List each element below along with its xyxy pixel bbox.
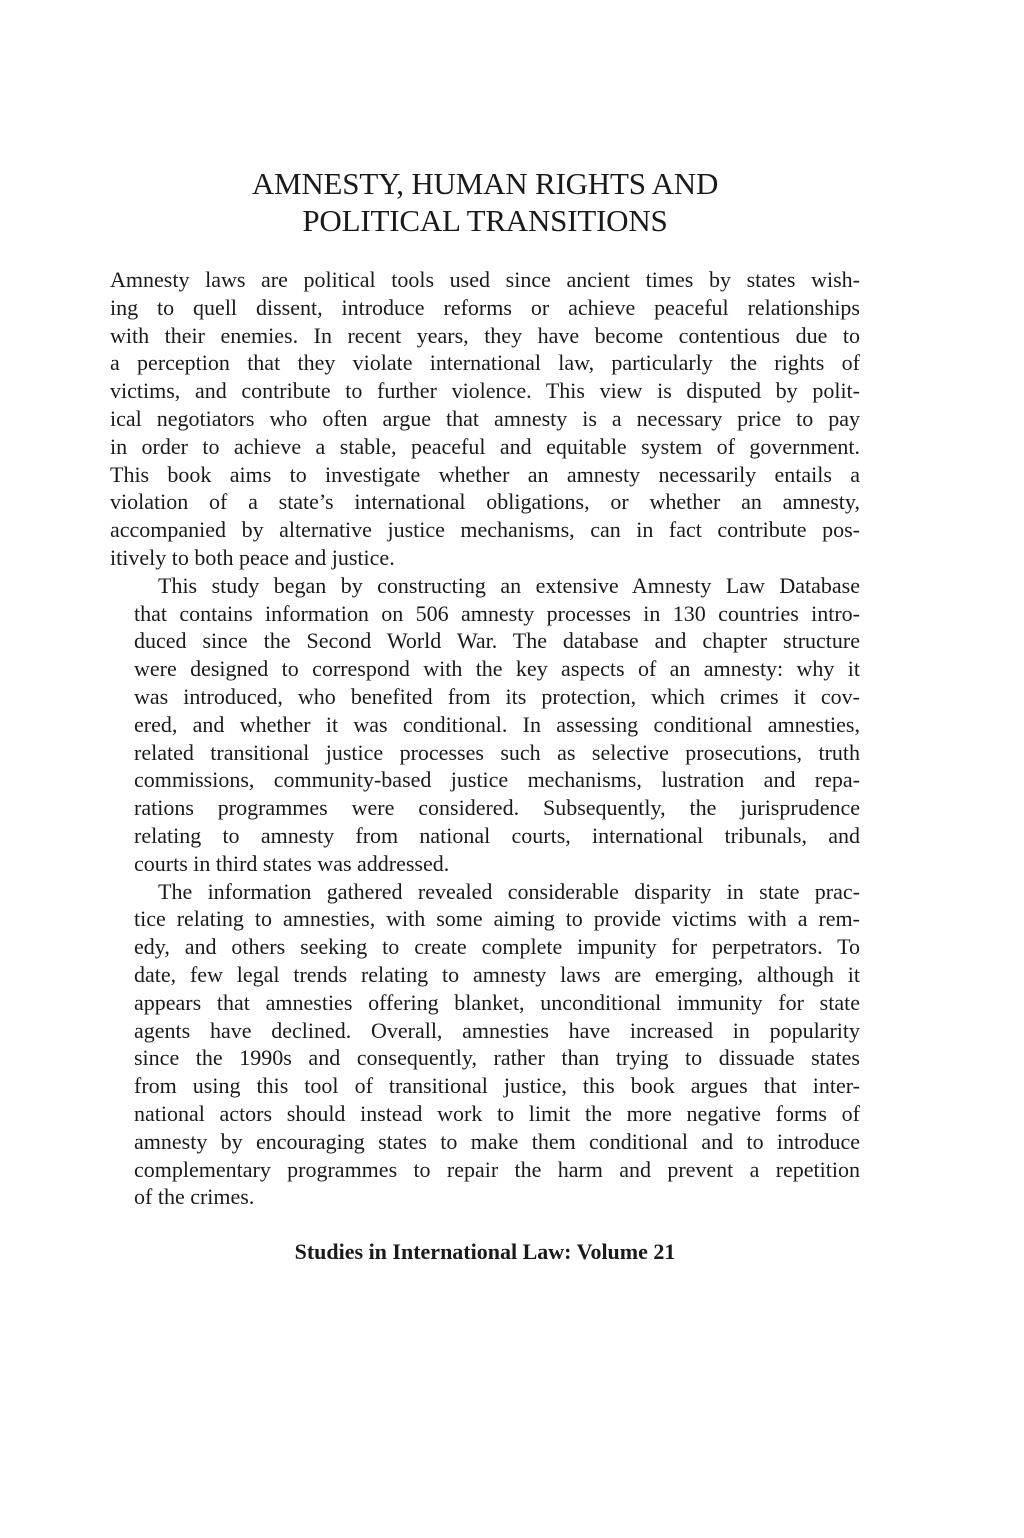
text-line: with their enemies. In recent years, they have become contentious due to <box>110 322 860 348</box>
blurb-body <box>110 266 860 1211</box>
text-line: relating to amnesty from national courts, international tribunals, and <box>134 822 860 848</box>
text-line: of the crimes. <box>134 1184 255 1210</box>
text-line: violation of a state’s international obligations, or whether an amnesty, <box>110 489 860 515</box>
text-line: agents have declined. Overall, amnesties have increased in popularity <box>134 1017 860 1043</box>
text-line: a perception that they violate international law, particularly the rights of <box>110 350 860 376</box>
text-line: commissions, community-based justice mechanisms, lustration and repa- <box>134 767 860 793</box>
page-title <box>110 165 860 239</box>
text-line: complementary programmes to repair the harm and prevent a repetition <box>134 1156 860 1182</box>
text-line: This book aims to investigate whether an amnesty necessarily entails a <box>110 461 860 487</box>
paragraph-1 <box>110 266 860 572</box>
title-line-1: AMNESTY, HUMAN RIGHTS AND <box>251 166 719 201</box>
text-line: ing to quell dissent, introduce reforms or achieve peaceful relationships <box>110 294 860 320</box>
text-line: rations programmes were considered. Subsequently, the jurisprudence <box>134 795 860 821</box>
paragraph-3 <box>110 878 860 1212</box>
text-line: edy, and others seeking to create complete impunity for perpetrators. To <box>134 934 860 960</box>
text-line: victims, and contribute to further violence. This view is disputed by polit- <box>110 378 860 404</box>
title-line-2: POLITICAL TRANSITIONS <box>302 203 668 238</box>
text-line: amnesty by encouraging states to make them conditional and to introduce <box>134 1128 860 1154</box>
text-line: The information gathered revealed considerable disparity in state prac- <box>158 878 860 904</box>
text-line: from using this tool of transitional justice, this book argues that inter- <box>134 1073 860 1099</box>
text-line: that contains information on 506 amnesty processes in 130 countries intro- <box>134 600 860 626</box>
text-line: related transitional justice processes such as selective prosecutions, truth <box>134 739 860 765</box>
paragraph-2 <box>110 572 860 878</box>
text-line: national actors should instead work to limit the more negative forms of <box>134 1100 860 1126</box>
text-line: date, few legal trends relating to amnesty laws are emerging, although it <box>134 961 860 987</box>
text-line: was introduced, who benefited from its protection, which crimes it cov- <box>134 683 860 709</box>
text-line: This study began by constructing an extensive Amnesty Law Database <box>158 572 860 598</box>
text-line: in order to achieve a stable, peaceful and equitable system of government. <box>110 433 860 459</box>
text-line: were designed to correspond with the key aspects of an amnesty: why it <box>134 656 860 682</box>
series-label: Studies in International Law: Volume 21 <box>294 1239 676 1264</box>
text-line: since the 1990s and consequently, rather than trying to dissuade states <box>134 1045 860 1071</box>
text-line: accompanied by alternative justice mechanisms, can in fact contribute pos- <box>110 517 860 543</box>
text-line: ered, and whether it was conditional. In assessing conditional amnesties, <box>134 711 860 737</box>
text-line: tice relating to amnesties, with some aiming to provide victims with a rem- <box>134 906 860 932</box>
text-line: ical negotiators who often argue that amnesty is a necessary price to pay <box>110 405 860 431</box>
text-line: courts in third states was addressed. <box>134 850 450 876</box>
text-line: Amnesty laws are political tools used since ancient times by states wish- <box>110 267 860 292</box>
text-line: appears that amnesties offering blanket, unconditional immunity for state <box>134 989 860 1015</box>
text-line: duced since the Second World War. The database and chapter structure <box>134 628 860 654</box>
text-line: itively to both peace and justice. <box>110 544 395 570</box>
